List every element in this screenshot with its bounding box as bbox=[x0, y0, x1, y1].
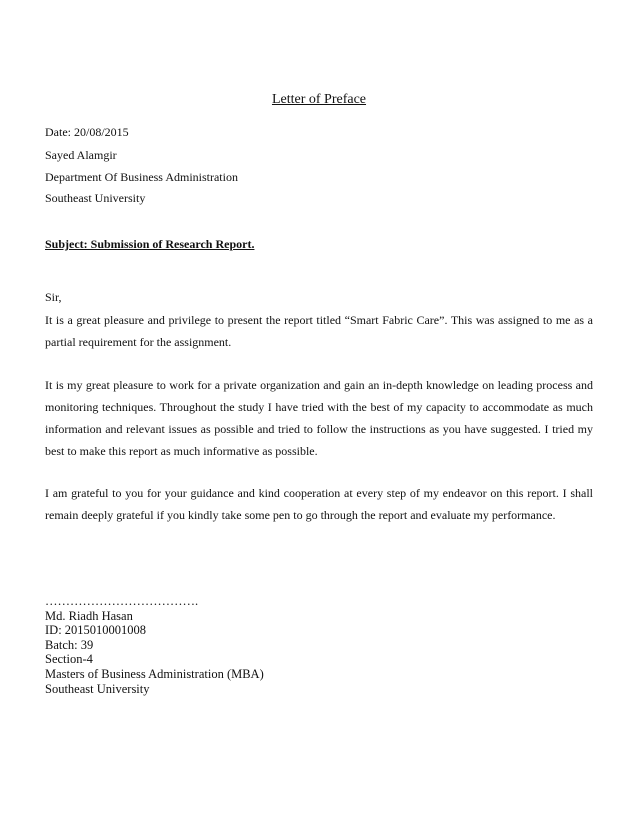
signature-university: Southeast University bbox=[45, 681, 150, 696]
signature-section: Section-4 bbox=[45, 652, 93, 667]
subject-line: Subject: Submission of Research Report. bbox=[45, 237, 255, 251]
salutation: Sir, bbox=[45, 290, 62, 304]
date-line: Date: 20/08/2015 bbox=[45, 125, 129, 139]
signature-batch: Batch: 39 bbox=[45, 637, 94, 652]
page-title: Letter of Preface bbox=[271, 92, 367, 107]
signature-dots: ………………………………. bbox=[45, 594, 199, 608]
paragraph-1: It is a great pleasure and privilege to present the report titled “Smart Fabric Care”. This was assigned to me as a partial requirement for the assignment. bbox=[45, 313, 593, 349]
recipient-name: Sayed Alamgir bbox=[45, 148, 117, 162]
paragraph-3: I am grateful to you for your guidance and kind cooperation at every step of my endeavor on this report. I shall remain deeply grateful if you kindly take some pen to go through the report and evaluate my performance. bbox=[45, 486, 593, 522]
signature-program: Masters of Business Administration (MBA) bbox=[45, 666, 264, 681]
recipient-university: Southeast University bbox=[45, 191, 146, 205]
paragraph-2: It is my great pleasure to work for a private organization and gain an in-depth knowledge on leading process and monitoring techniques. Throughout the study I have tried with the best of my capacity to accommodate as much information and relevant issues as possible and tried to follow the instructions as you have suggested. I tried my best to make this report as much informative as possible. bbox=[45, 378, 593, 458]
recipient-department: Department Of Business Administration bbox=[45, 170, 238, 184]
signature-name: Md. Riadh Hasan bbox=[45, 608, 133, 623]
signature-id: ID: 2015010001008 bbox=[45, 623, 147, 638]
signature-block bbox=[45, 594, 264, 696]
